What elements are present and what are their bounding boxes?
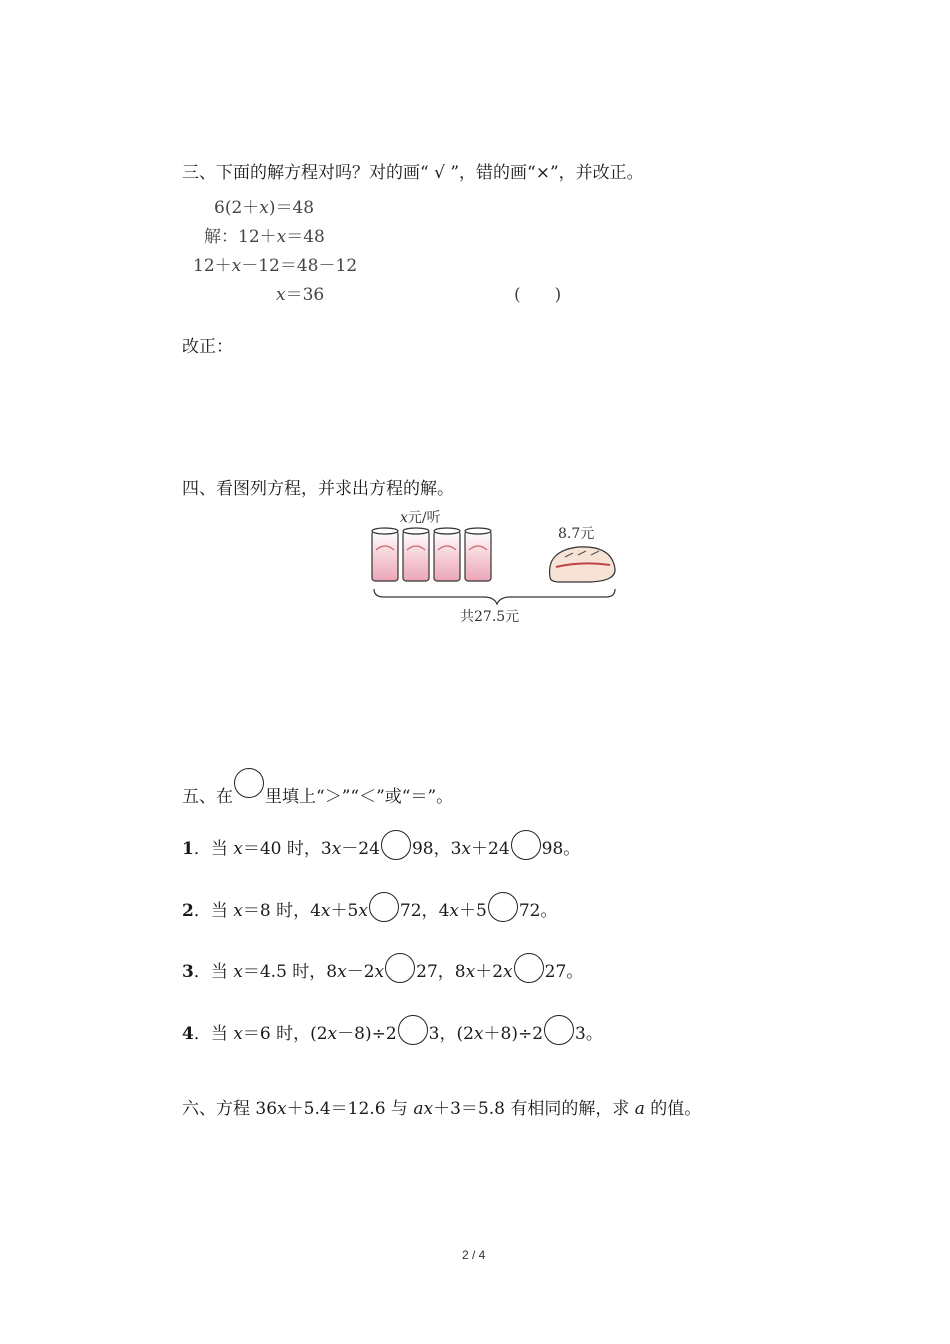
answer-circle[interactable] bbox=[514, 953, 544, 983]
price-figure bbox=[360, 505, 630, 630]
soda-can-icon bbox=[372, 528, 398, 581]
section-6-title: 六、方程 36x＋5.4＝12.6 与 ax＋3＝5.8 有相同的解，求 a 的值。 bbox=[182, 1099, 702, 1119]
total-price-label: 共27.5元 bbox=[460, 609, 520, 625]
section-5-title: 五、在 里填上“＞”“＜”或“＝”。 bbox=[182, 768, 453, 808]
answer-circle[interactable] bbox=[369, 892, 399, 922]
answer-circle[interactable] bbox=[511, 830, 541, 860]
soda-can-icon bbox=[403, 528, 429, 581]
compare-item-2: 2．当 x＝8 时，4x＋5x 72，4x＋5 72。 bbox=[182, 892, 557, 922]
page-number: 2 / 4 bbox=[462, 1248, 486, 1262]
section-3-title: 三、下面的解方程对吗？对的画“ √ ”，错的画“×”，并改正。 bbox=[182, 163, 644, 183]
equation-line-3: 12＋x－12＝48－12 bbox=[193, 256, 358, 276]
soda-can-icon bbox=[434, 528, 460, 581]
answer-circle[interactable] bbox=[398, 1015, 428, 1045]
compare-item-1: 1．当 x＝40 时，3x－24 98，3x＋24 98。 bbox=[182, 830, 580, 860]
answer-circle[interactable] bbox=[544, 1015, 574, 1045]
equation-line-1: 6(2＋x)＝48 bbox=[214, 198, 315, 218]
compare-item-3: 3．当 x＝4.5 时，8x－2x 27，8x＋2x 27。 bbox=[182, 953, 583, 983]
blank-circle bbox=[234, 768, 264, 798]
equation-line-2: 解：12＋x＝48 bbox=[204, 227, 325, 247]
soda-can-icon bbox=[465, 528, 491, 581]
answer-circle[interactable] bbox=[381, 830, 411, 860]
correction-label: 改正： bbox=[182, 337, 233, 357]
answer-parentheses[interactable]: ( ) bbox=[514, 285, 562, 305]
equation-line-4: x＝36 bbox=[276, 285, 325, 305]
answer-circle[interactable] bbox=[385, 953, 415, 983]
section-4-title: 四、看图列方程，并求出方程的解。 bbox=[182, 479, 454, 499]
bread-icon bbox=[550, 547, 615, 582]
can-price-label: x元/听 bbox=[400, 510, 441, 526]
bread-price-label: 8.7元 bbox=[558, 526, 595, 542]
total-brace bbox=[374, 589, 615, 604]
answer-circle[interactable] bbox=[488, 892, 518, 922]
compare-item-4: 4．当 x＝6 时，(2x－8)÷2 3，(2x＋8)÷2 3。 bbox=[182, 1015, 603, 1045]
